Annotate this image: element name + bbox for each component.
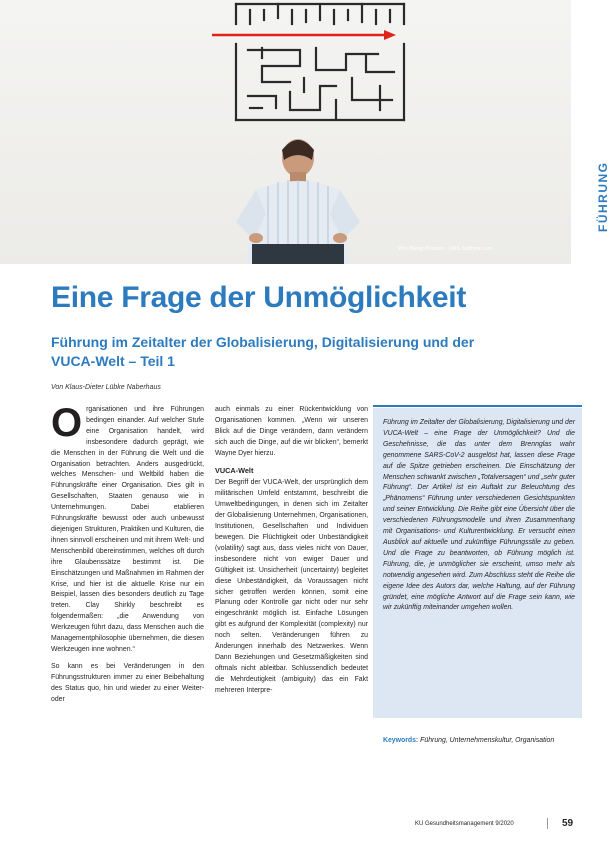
abstract-rule [373,405,582,407]
section-heading: VUCA-Welt [215,465,254,475]
footer-divider [547,818,548,829]
article-subtitle: Führung im Zeitalter der Globalisierung, Digitalisierung und der VUCA-Welt – Teil 1 [51,334,475,369]
section-tab [571,0,612,264]
page-number: 59 [562,818,574,829]
photo-credit: Who Being Pictures › DMS-Sabbine.com [398,246,492,252]
body-column-2 [215,405,368,703]
author-line: Von Klaus-Dieter Lübke Naberhaus [51,384,161,391]
paragraph [51,401,204,656]
keywords-label: Keywords: [383,737,419,744]
keywords [383,736,575,747]
abstract-text: Führung im Zeitalter der Globalisierung, Digitalisierung und der VUCA-Welt – eine Frage der Unmöglichkeit? Und die Geschehnisse, die das unter dem Brennglas wahr genommene SARS-CoV-2 ausgelöst hat, lassen diese Frage auf die Spitze getrieben erscheinen. Die Einschätzung der Menschen schwankt zwischen „Totalversagen“ und „sehr guter Führung“. Der Artikel ist ein Auftakt zur Beleuchtung des „Phänomens“ Führung unter verschiedenen Gesichtspunkten und seiner Entwicklung. Die Reihe gibt eine Übersicht über die verschiedenen Führungsmodelle und ihren Zusammenhang mit Organisations- und Kulturentwicklung. Er versucht einen Ausblick auf aktuelle und zukünftige Führungsstile zu geben. Und die Frage zu beantworten, ob Führung möglich ist. Führung, die, je unmöglicher sie erscheint, umso mehr als notwendig angesehen wird. Zum Abschluss steht die Reihe die eigene Idee des Autors dar, welche Haltung, auf der Führung gründet, eine mögliche Antwort auf die Frage sein kann, wie wir zukünftig miteinander umgehen wollen. [383,419,575,612]
body-column-1 [51,401,204,711]
paragraph: auch einmals zu einer Rückentwicklung von Organisationen kommen. „Wenn wir unseren Blick auf die Dinge verändern, dann verändern sich auch die Dinge, auf die wir blicken“, bemerkt Wayne Dyer hierzu. [215,406,368,457]
footer-journal: KU Gesundheitsmanagement 9/2020 [415,821,514,827]
drop-cap: O [51,401,83,445]
paragraph-text: rganisationen und ihre Führungen bedingen einander. Auf welcher Stufe eine Organisation handelt, wird insbesondere dadurch geprägt, wie die Menschen in der Führung die Welt und die Organisation betrachten. Anders ausgedrückt, welches Menschen- und Weltbild haben die Führungskräfte einer Organisation. Dies gilt in Gesellschaften, Staaten genauso wie in Unternehmungen. Dabei etablieren Führungskräfte bewusst oder auch unbewusst diejenigen Strukturen, Praktiken und Kulturen, die ihnen sinnvoll erscheinen und mit ihrem Welt- und Menschenbild übereinstimmen, welches oft durch ihre Glaubenssätze bestimmt ist. Die Einschätzungen und Maßnahmen im Rahmen der Krise, und hier ist die aktuelle Krise nur ein Beispiel, lassen dies besonders deutlich zu Tage treten. Clay Shirkly beschreibt es folgendermaßen: „die Anwendung von Werkzeugen führt dazu, dass Menschen auch die Managementphilosophie übernehmen, die diesen Werkzeugen inne wohnen.“ [51,406,204,653]
keywords-text: Führung, Unternehmenskultur, Organisation [420,737,555,744]
paragraph: Der Begriff der VUCA-Welt, der ursprünglich dem militärischen Umfeld entstammt, beschreibt die Umweltbedingungen, in denen sich im Zeitalter der Globalisierung Unternehmen, Organisationen, Institutionen, Gesellschaften und Individuen bewegen. Die Flüchtigkeit oder Unbeständigkeit (volatility) sagt aus, dass vieles nicht von Dauer, insbesondere nicht von ewiger Dauer und Gültigkeit ist. Unsicherheit (uncertainty) begleitet diese Unbeständigkeit, da Voraussagen nicht sicher getroffen werden können, somit eine Planung oder Kontrolle gar nicht oder nur sehr eingeschränkt möglich ist. Einfache Lösungen gibt es aufgrund der Komplexität (complexity) nur noch selten. Veränderungen führen zu Änderungen innerhalb des Netzwerkes. Wenn Dann Beziehungen und Gesetzmäßigkeiten sind oftmals nicht ableitbar. Schlussendlich bedeutet die Mehrdeutigkeit (ambiguity) das ein Fakt mehreren Interpre- [215,479,368,694]
section-label: FÜHRUNG [596,161,610,232]
hero-photo [0,0,571,264]
paragraph: So kann es bei Veränderungen in den Führungsstrukturen immer zu einer Beibehaltung des Status quo, hin und wieder zu einer Weiter- oder [51,662,204,703]
maze-illustration [0,0,571,264]
article-title: Eine Frage der Unmöglichkeit [51,281,467,314]
